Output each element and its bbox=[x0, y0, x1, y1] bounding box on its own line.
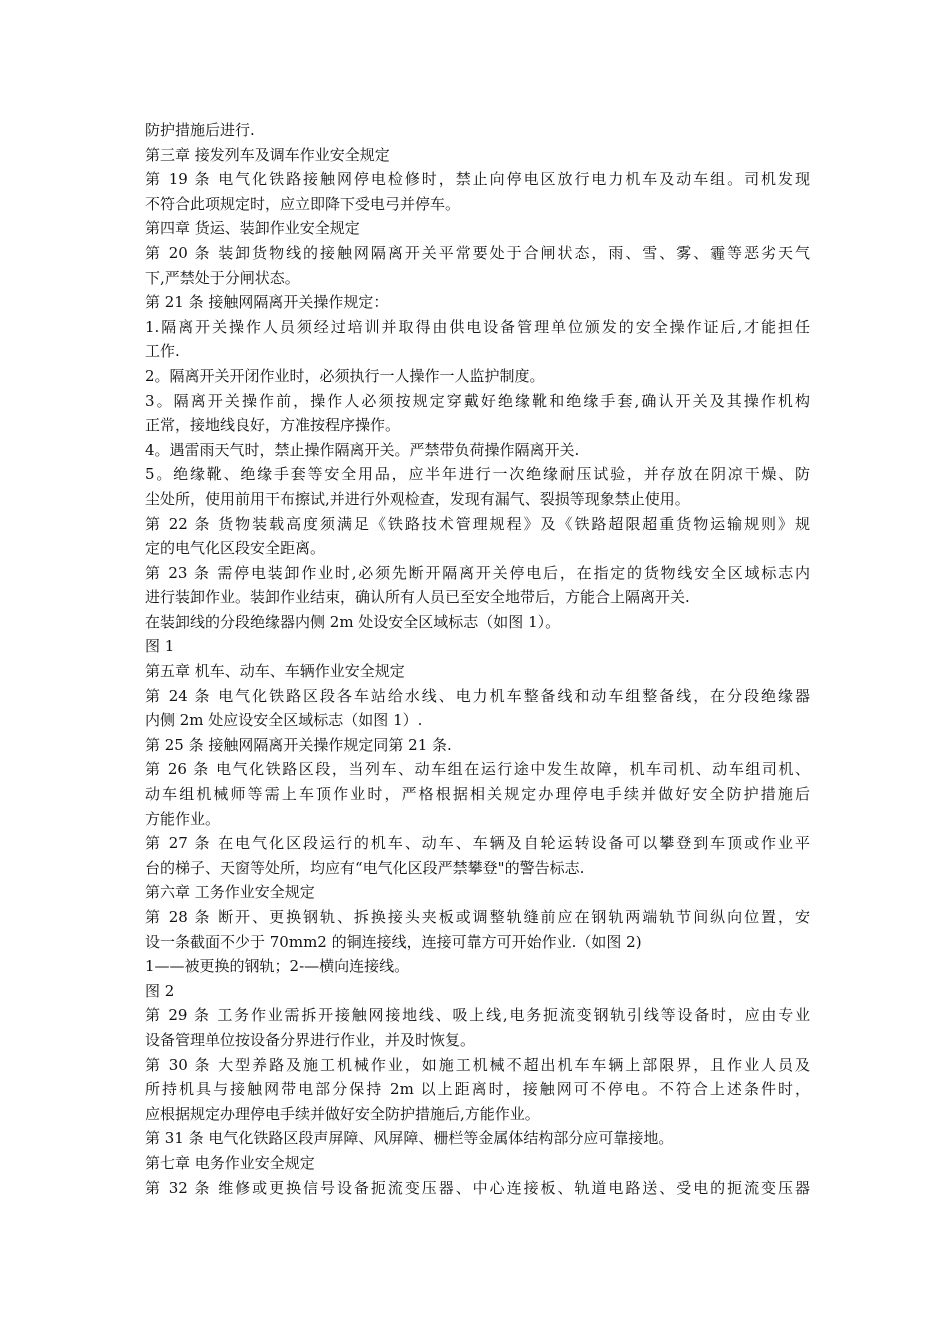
text-line: 第 22 条 货物装载高度须满足《铁路技术管理规程》及《铁路超限超重货物运输规则》规 bbox=[145, 514, 810, 533]
text-line: 第 28 条 断开、更换钢轨、拆换接头夹板或调整轨缝前应在钢轨两端轨节间纵向位置，安 bbox=[145, 908, 810, 926]
text-line: 设备管理单位按设备分界进行作业，并及时恢复。 bbox=[145, 1030, 476, 1049]
text-line: 第 19 条 电气化铁路接触网停电检修时，禁止向停电区放行电力机车及动车组。司机发现 bbox=[145, 170, 810, 189]
text-line: 3。隔离开关操作前，操作人必须按规定穿戴好绝缘靴和绝缘手套,确认开关及其操作机构 bbox=[145, 391, 810, 410]
text-line: 方能作业。 bbox=[145, 809, 221, 828]
text-line: 图 2 bbox=[145, 981, 175, 1000]
text-line: 第 25 条 接触网隔离开关操作规定同第 21 条. bbox=[145, 735, 452, 754]
text-line: 第三章 接发列车及调车作业安全规定 bbox=[145, 145, 390, 164]
text-line: 应根据规定办理停电手续并做好安全防护措施后,方能作业。 bbox=[145, 1104, 540, 1123]
text-line: 4。遇雷雨天气时，禁止操作隔离开关。严禁带负荷操作隔离开关. bbox=[145, 440, 580, 459]
text-line: 第 23 条 需停电装卸作业时,必须先断开隔离开关停电后，在指定的货物线安全区域标志内 bbox=[145, 563, 810, 582]
text-line: 尘处所，使用前用干布擦试,并进行外观检查，发现有漏气、裂损等现象禁止使用。 bbox=[145, 489, 690, 508]
text-line: 5。绝缘靴、绝缘手套等安全用品，应半年进行一次绝缘耐压试验，并存放在阴凉干燥、防 bbox=[145, 465, 810, 484]
text-line: 第 32 条 维修或更换信号设备扼流变压器、中心连接板、轨道电路送、受电的扼流变压器 bbox=[145, 1178, 810, 1197]
text-line: 工作. bbox=[145, 342, 180, 361]
text-line: 第七章 电务作业安全规定 bbox=[145, 1153, 315, 1172]
text-line: 防护措施后进行. bbox=[145, 121, 255, 139]
text-line: 所持机具与接触网带电部分保持 2m 以上距离时，接触网可不停电。不符合上述条件时， bbox=[145, 1080, 810, 1099]
text-line: 在装卸线的分段绝缘器内侧 2m 处设安全区域标志（如图 1）。 bbox=[145, 612, 561, 631]
text-line: 2。隔离开关开闭作业时，必须执行一人操作一人监护制度。 bbox=[145, 366, 545, 385]
text-line: 正常，接地线良好，方准按程序操作。 bbox=[145, 416, 401, 435]
text-line: 第 30 条 大型养路及施工机械作业，如施工机械不超出机车车辆上部限界，且作业人员及 bbox=[145, 1055, 810, 1074]
text-line: 第六章 工务作业安全规定 bbox=[145, 883, 315, 902]
text-line: 动车组机械师等需上车顶作业时，严格根据相关规定办理停电手续并做好安全防护措施后 bbox=[145, 785, 810, 804]
text-line: 第五章 机车、动车、车辆作业安全规定 bbox=[145, 662, 405, 681]
text-line: 第四章 货运、装卸作业安全规定 bbox=[145, 219, 360, 238]
text-line: 台的梯子、天窗等处所，均应有“电气化区段严禁攀登"的警告标志. bbox=[145, 858, 585, 877]
text-line: 1——被更换的钢轨；2-—横向连接线。 bbox=[145, 957, 410, 976]
text-line: 第 29 条 工务作业需拆开接触网接地线、吸上线,电务扼流变钢轨引线等设备时，应由专业 bbox=[145, 1006, 810, 1025]
document-body bbox=[145, 118, 810, 1200]
text-line: 第 27 条 在电气化区段运行的机车、动车、车辆及自轮运转设备可以攀登到车顶或作业平 bbox=[145, 834, 810, 853]
text-line: 第 26 条 电气化铁路区段，当列车、动车组在运行途中发生故障，机车司机、动车组司机、 bbox=[145, 760, 810, 779]
text-line: 图 1 bbox=[145, 637, 175, 656]
text-line: 第 20 条 装卸货物线的接触网隔离开关平常要处于合闸状态，雨、雪、雾、霾等恶劣天气 bbox=[145, 243, 810, 262]
text-line: 第 31 条 电气化铁路区段声屏障、风屏障、栅栏等金属体结构部分应可靠接地。 bbox=[145, 1129, 674, 1148]
text-line: 第 24 条 电气化铁路区段各车站给水线、电力机车整备线和动车组整备线，在分段绝缘器 bbox=[145, 686, 810, 705]
text-line: 下,严禁处于分闸状态。 bbox=[145, 268, 300, 287]
text-line: 不符合此项规定时，应立即降下受电弓并停车。 bbox=[145, 194, 461, 213]
text-line: 第 21 条 接触网隔离开关操作规定： bbox=[145, 293, 389, 312]
text-line: 定的电气化区段安全距离。 bbox=[145, 539, 326, 558]
text-line: 进行装卸作业。装卸作业结束，确认所有人员已至安全地带后，方能合上隔离开关. bbox=[145, 588, 690, 607]
text-line: 设一条截面不少于 70mm2 的铜连接线，连接可靠方可开始作业.（如图 2) bbox=[145, 932, 642, 951]
text-line: 内侧 2m 处应设安全区域标志（如图 1）. bbox=[145, 711, 423, 730]
text-line: 1.隔离开关操作人员须经过培训并取得由供电设备管理单位颁发的安全操作证后,才能担任 bbox=[145, 317, 810, 336]
